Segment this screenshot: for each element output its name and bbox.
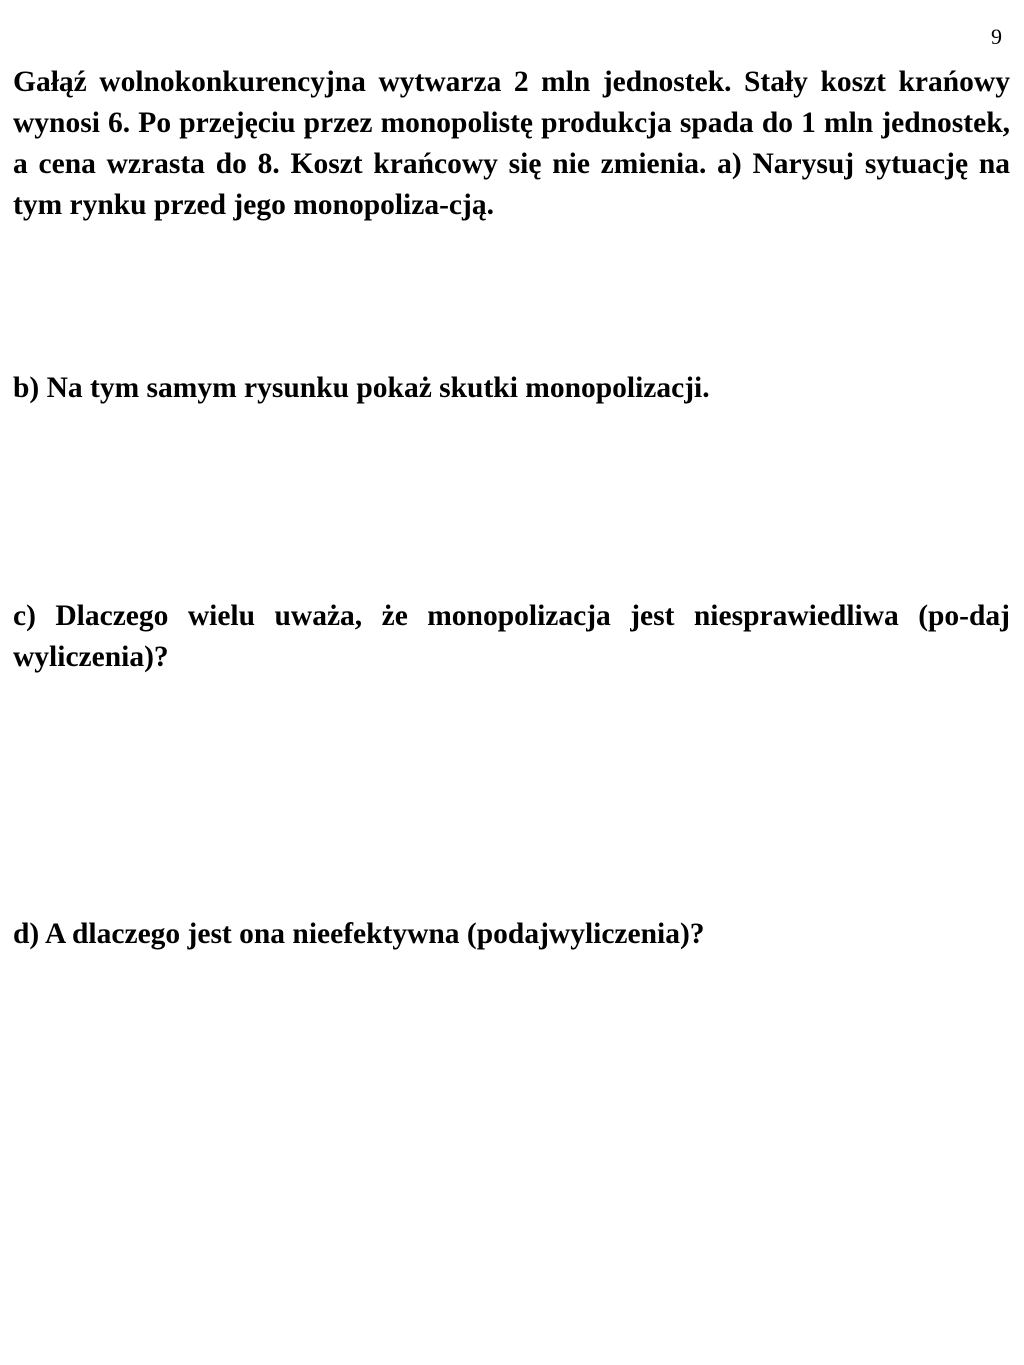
problem-statement-text: Gałąź wolnokonkurencyjna wytwarza 2 mln jednostek. Stały koszt krańowy wynosi 6. Po przejęciu przez monopolistę produkcja spada do 1 mln jednostek, a cena wzrasta do 8. Koszt krańcowy się nie zmienia. a) Narysuj sytuację na tym rynku przed jego monopoliza-cją. — [13, 66, 1010, 221]
problem-statement — [13, 62, 1010, 226]
question-b-text: b) Na tym samym rysunku pokaż skutki monopolizacji. — [13, 372, 710, 404]
page-number: 9 — [991, 24, 1002, 49]
question-d — [13, 914, 1010, 955]
question-b — [13, 368, 1010, 409]
question-c-text: c) Dlaczego wielu uważa, że monopolizacja jest niesprawiedliwa (po-daj wyliczenia)? — [13, 600, 1010, 673]
question-d-text: d) A dlaczego jest ona nieefektywna (podajwyliczenia)? — [13, 918, 705, 950]
question-c — [13, 596, 1010, 678]
